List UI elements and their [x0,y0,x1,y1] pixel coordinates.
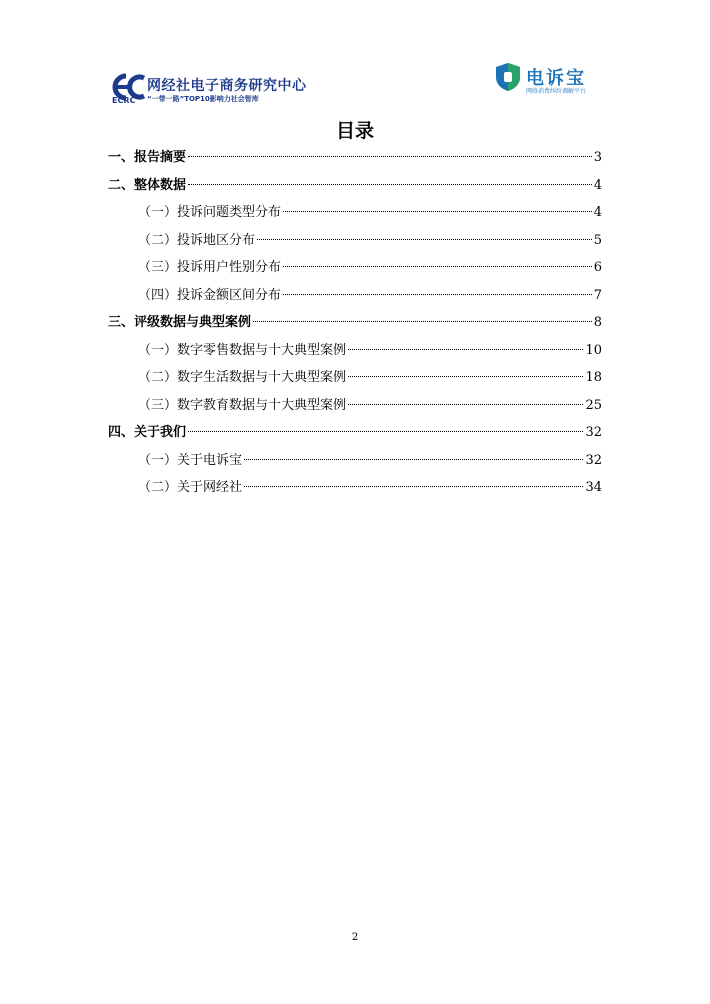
toc-entry-page: 32 [585,425,602,440]
toc-entry[interactable] [108,286,602,314]
toc-leader-dots [348,404,583,405]
shield-icon [494,62,522,92]
toc-entry-label: （一）数字零售数据与十大典型案例 [138,342,347,358]
toc-entry-page: 34 [585,480,602,495]
toc-entry-label: 四、关于我们 [108,425,187,440]
toc-entry-label: （一）投诉问题类型分布 [138,205,282,220]
toc-entry-page: 32 [585,452,602,468]
toc-entry-page: 7 [593,287,602,303]
dsb-tagline: 网络消费纠纷调解平台 [526,88,587,95]
toc-entry-page: 18 [585,370,602,385]
toc-entry-label: （二）数字生活数据与十大典型案例 [138,370,347,385]
toc-leader-dots [188,156,592,157]
toc-entry[interactable] [108,176,602,204]
toc-entry[interactable] [108,478,602,506]
toc-entry[interactable] [108,258,602,286]
toc-leader-dots [188,184,592,185]
toc-entry[interactable] [108,341,602,369]
toc-leader-dots [348,376,583,377]
toc-entry-label: （三）投诉用户性别分布 [138,260,282,275]
toc-leader-dots [283,266,592,267]
toc-leader-dots [283,294,592,295]
toc-entry-label: （四）投诉金额区间分布 [138,287,282,303]
toc-entry-label: （二）投诉地区分布 [138,232,256,248]
toc-entry-label: 二、整体数据 [108,177,187,193]
toc-leader-dots [257,239,592,240]
page-number: 2 [351,932,359,943]
toc-leader-dots [244,459,583,460]
toc-entry[interactable] [108,368,602,396]
toc-entry[interactable] [108,231,602,259]
toc-entry[interactable] [108,451,602,479]
toc-entry[interactable] [108,396,602,424]
toc-entry-page: 25 [585,397,602,413]
toc-entry-label: 三、评级数据与典型案例 [108,315,252,330]
toc-entry-label: （二）关于网经社 [138,480,243,495]
toc-leader-dots [244,486,583,487]
ecrc-name: 网经社电子商务研究中心 [147,78,307,94]
toc-entry-page: 5 [593,232,602,248]
toc-entry-label: 一、报告摘要 [108,150,187,165]
toc-entry-label: （一）关于电诉宝 [138,452,243,468]
toc-entry-page: 10 [585,342,602,358]
toc-entry-page: 4 [593,177,602,193]
dsb-name: 电诉宝 [526,68,586,89]
ecrc-tagline: “一带一路”TOP10影响力社会智库 [147,95,259,103]
toc-leader-dots [348,349,583,350]
toc-leader-dots [188,431,583,432]
toc-entry-page: 6 [593,260,602,275]
toc-entry[interactable] [108,313,602,341]
toc-entry[interactable] [108,203,602,231]
toc-title: 目录 [335,120,374,142]
toc-entry-label: （三）数字教育数据与十大典型案例 [138,397,347,413]
toc-leader-dots [283,211,592,212]
toc-entry-page: 8 [593,315,602,330]
toc-entry-page: 3 [593,150,602,165]
ecrc-abbr: ECRC [112,96,136,105]
toc-entry[interactable] [108,148,602,176]
page-header [0,0,710,110]
toc-leader-dots [253,321,592,322]
toc-entry-page: 4 [593,205,602,220]
toc-entry[interactable] [108,423,602,451]
table-of-contents [108,148,602,506]
